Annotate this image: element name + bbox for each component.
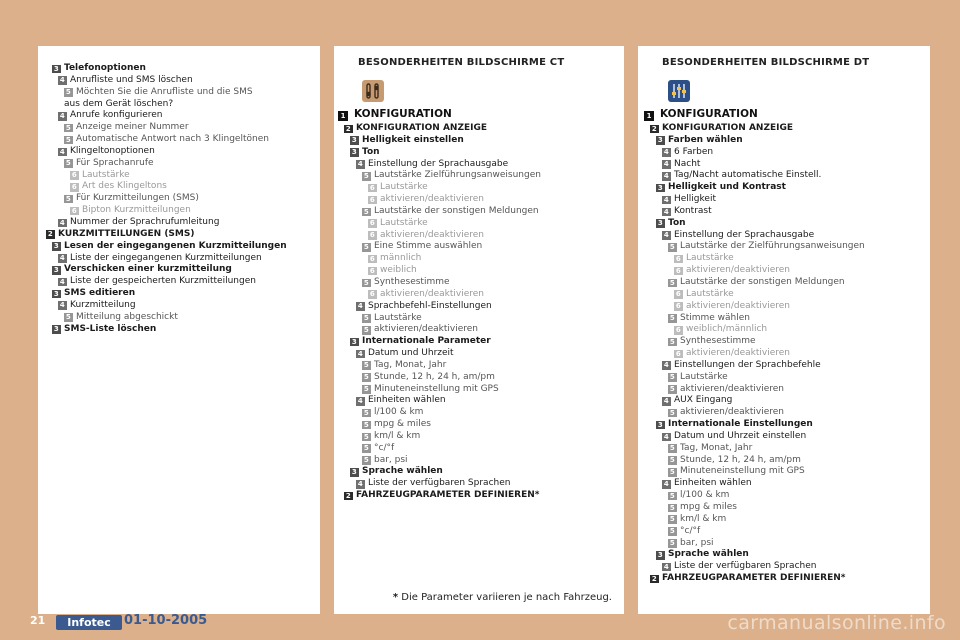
item-label: km/l & km <box>680 513 727 524</box>
item-label: Nummer der Sprachrufumleitung <box>70 216 220 227</box>
item-label: Tag, Monat, Jahr <box>680 442 753 453</box>
level-badge: 5 <box>669 503 675 512</box>
level-badge: 4 <box>59 111 65 120</box>
item-label: KURZMITTEILUNGEN (SMS) <box>58 228 195 239</box>
level-badge: 5 <box>669 539 675 548</box>
item-label: Telefonoptionen <box>64 63 146 73</box>
level-badge: 5 <box>669 515 675 524</box>
item-label: aktivieren/deaktivieren <box>680 407 785 418</box>
level-badge: 3 <box>657 136 663 145</box>
level-badge: 6 <box>71 171 77 180</box>
level-badge: 5 <box>669 243 675 252</box>
item-label: Datum und Uhrzeit einstellen <box>674 430 807 441</box>
level-badge: 6 <box>675 266 681 275</box>
level-badge: 3 <box>657 183 663 192</box>
item-label: Lautstärke Zielführungsanweisungen <box>374 170 541 181</box>
footnote-text <box>393 592 612 603</box>
level-badge: 5 <box>363 243 369 252</box>
item-label: Liste der verfügbaren Sprachen <box>674 561 817 572</box>
item-label: AUX Eingang <box>674 395 733 406</box>
item-label: Lautstärke der sonstigen Meldungen <box>374 205 539 216</box>
level-badge: 6 <box>675 254 681 263</box>
level-badge: 3 <box>53 265 59 274</box>
level-badge: 5 <box>669 385 675 394</box>
item-label: bar, psi <box>374 454 408 465</box>
item-label: KONFIGURATION <box>354 108 452 120</box>
level-badge: 5 <box>363 373 369 382</box>
level-badge: 2 <box>651 124 657 133</box>
level-badge: 2 <box>651 574 657 583</box>
level-badge: 4 <box>663 432 669 441</box>
item-label: Ton <box>668 217 686 228</box>
level-badge: 5 <box>363 361 369 370</box>
item-label: Anrufe konfigurieren <box>70 110 163 121</box>
item-label: Sprache wählen <box>362 466 443 477</box>
item-label: Nacht <box>674 158 701 169</box>
dt-panel <box>638 46 930 614</box>
level-badge: 4 <box>59 301 65 310</box>
item-label: SMS-Liste löschen <box>64 323 157 334</box>
level-badge: 5 <box>65 194 71 203</box>
item-label: Eine Stimme auswählen <box>374 241 483 252</box>
level-badge: 4 <box>59 147 65 156</box>
item-label: Anrufliste und SMS löschen <box>70 74 193 85</box>
level-badge: 5 <box>363 171 369 180</box>
level-badge: 3 <box>351 136 357 145</box>
item-label: KONFIGURATION <box>660 108 758 120</box>
level-badge: 4 <box>663 231 669 240</box>
level-badge: 4 <box>663 562 669 571</box>
level-badge: 3 <box>657 550 663 559</box>
item-label: Minuteneinstellung mit GPS <box>374 383 499 394</box>
item-label: Tag, Monat, Jahr <box>374 359 447 370</box>
level-badge: 4 <box>663 479 669 488</box>
item-label: Liste der verfügbaren Sprachen <box>368 478 511 489</box>
level-badge: 5 <box>363 432 369 441</box>
item-label: Tag/Nacht automatische Einstell. <box>674 170 822 181</box>
item-label: Lautstärke <box>680 371 728 382</box>
level-badge: 1 <box>644 111 654 121</box>
level-badge: 5 <box>669 314 675 323</box>
item-label: bar, psi <box>680 537 714 548</box>
item-label: Anzeige meiner Nummer <box>76 122 189 133</box>
item-label: weiblich <box>380 265 417 276</box>
item-label: °c/°f <box>374 442 395 453</box>
level-badge: 6 <box>369 195 375 204</box>
level-badge: 3 <box>53 325 59 334</box>
level-badge: 5 <box>669 468 675 477</box>
panel-title-ct: BESONDERHEITEN BILDSCHIRME CT <box>358 57 565 68</box>
level-badge: 3 <box>351 468 357 477</box>
level-badge: 4 <box>357 397 363 405</box>
level-badge: 5 <box>669 527 675 536</box>
item-label: Synthesestimme <box>374 276 450 287</box>
item-label: Mitteilung abgeschickt <box>76 311 178 322</box>
level-badge: 4 <box>59 254 65 263</box>
level-badge: 4 <box>663 207 669 216</box>
item-label: aktivieren/deaktivieren <box>686 300 791 311</box>
level-badge: 3 <box>351 148 357 157</box>
level-badge: 5 <box>363 408 369 417</box>
item-label: aktivieren/deaktivieren <box>686 348 791 359</box>
page-number: 21 <box>30 614 46 627</box>
item-label: Stunde, 12 h, 24 h, am/pm <box>680 454 801 465</box>
level-badge: 6 <box>369 290 375 299</box>
item-label: Farben wählen <box>668 134 743 145</box>
item-label: SMS editieren <box>64 288 136 299</box>
level-badge: 5 <box>65 135 71 144</box>
footnote-body: Die Parameter variieren je nach Fahrzeug. <box>401 592 612 603</box>
config-ct-glyph <box>362 80 384 102</box>
level-badge: 1 <box>338 111 348 121</box>
item-label: Internationale Parameter <box>362 336 491 347</box>
item-label: Einheiten wählen <box>368 395 446 406</box>
item-label: aktivieren/deaktivieren <box>686 265 791 276</box>
item-label: Möchten Sie die Anrufliste und die SMS <box>76 86 253 97</box>
item-label: Art des Klingeltons <box>82 181 167 192</box>
level-badge: 2 <box>345 124 351 133</box>
level-badge: 5 <box>65 159 71 168</box>
item-label: km/l & km <box>374 430 421 441</box>
level-badge: 5 <box>363 444 369 453</box>
item-label: Lautstärke <box>374 312 422 323</box>
left-panel <box>38 46 320 614</box>
item-label: männlich <box>380 253 422 264</box>
level-badge: 3 <box>657 420 663 429</box>
level-badge: 3 <box>657 219 663 228</box>
level-badge: 5 <box>363 278 369 287</box>
level-badge: 6 <box>675 290 681 299</box>
item-label: Internationale Einstellungen <box>668 419 813 430</box>
item-label: KONFIGURATION ANZEIGE <box>356 123 488 133</box>
item-label: Sprachbefehl-Einstellungen <box>368 300 492 311</box>
level-badge: 5 <box>669 444 675 453</box>
level-badge: 5 <box>65 88 71 97</box>
level-badge: 6 <box>369 266 375 275</box>
item-label: aktivieren/deaktivieren <box>380 194 485 205</box>
item-label: Minuteneinstellung mit GPS <box>680 466 805 477</box>
item-label: Stunde, 12 h, 24 h, am/pm <box>374 371 495 382</box>
level-badge: 2 <box>345 491 351 500</box>
level-badge: 5 <box>363 456 369 465</box>
item-label: Helligkeit <box>674 194 716 205</box>
level-badge: 5 <box>669 456 675 465</box>
item-label: °c/°f <box>680 525 701 536</box>
item-label: Lautstärke <box>686 288 734 299</box>
level-badge: 5 <box>363 314 369 323</box>
level-badge: 4 <box>59 277 65 286</box>
level-badge: 6 <box>71 206 77 215</box>
level-badge: 4 <box>357 479 363 488</box>
item-label: Lautstärke <box>380 217 428 228</box>
level-badge: 5 <box>363 420 369 429</box>
level-badge: 4 <box>357 349 363 358</box>
item-label: weiblich/männlich <box>686 324 768 335</box>
item-label: aus dem Gerät löschen? <box>64 98 174 109</box>
level-badge: 3 <box>53 64 59 73</box>
level-badge: 3 <box>53 242 59 251</box>
item-label: l/100 & km <box>680 490 730 501</box>
level-badge: 2 <box>47 230 53 239</box>
level-badge: 5 <box>669 373 675 382</box>
level-badge: 5 <box>669 408 675 417</box>
panel-title-dt: BESONDERHEITEN BILDSCHIRME DT <box>662 57 870 68</box>
footnote <box>334 588 624 608</box>
item-label: Helligkeit und Kontrast <box>668 182 786 193</box>
footnote-star: * <box>392 592 399 603</box>
item-label: Datum und Uhrzeit <box>368 348 454 359</box>
level-badge: 6 <box>369 254 375 263</box>
watermark: carmanualsonline.info <box>727 612 946 634</box>
item-label: Lesen der eingegangenen Kurzmitteilungen <box>64 240 287 251</box>
level-badge: 4 <box>357 160 363 169</box>
item-label: aktivieren/deaktivieren <box>680 383 785 394</box>
level-badge: 3 <box>53 289 59 298</box>
level-badge: 6 <box>369 183 375 192</box>
item-label: l/100 & km <box>374 407 424 418</box>
item-label: Kurzmitteilung <box>70 299 136 310</box>
item-label: Lautstärke <box>82 169 130 180</box>
level-badge: 5 <box>669 491 675 500</box>
level-badge: 5 <box>363 207 369 216</box>
level-badge: 5 <box>669 337 675 346</box>
level-badge: 6 <box>675 302 681 311</box>
level-badge: 4 <box>663 361 669 370</box>
item-label: mpg & miles <box>680 502 737 512</box>
item-label: Sprache wählen <box>668 549 749 560</box>
item-label: mpg & miles <box>374 419 431 430</box>
level-badge: 4 <box>663 148 669 157</box>
level-badge: 4 <box>357 302 363 311</box>
item-label: Stimme wählen <box>680 312 750 323</box>
item-label: aktivieren/deaktivieren <box>374 324 479 335</box>
item-label: Einstellung der Sprachausgabe <box>674 229 815 240</box>
item-label: Einstellung der Sprachausgabe <box>368 158 509 169</box>
level-badge: 4 <box>663 171 669 180</box>
item-label: 6 Farben <box>674 146 714 157</box>
infotec-logo: Infotec <box>56 615 122 630</box>
item-label: Einheiten wählen <box>674 478 752 489</box>
item-label: Ton <box>362 146 380 157</box>
item-label: Automatische Antwort nach 3 Klingeltönen <box>76 134 269 145</box>
level-badge: 6 <box>675 325 681 334</box>
level-badge: 6 <box>71 183 77 192</box>
item-label: aktivieren/deaktivieren <box>380 229 485 240</box>
level-badge: 5 <box>363 325 369 334</box>
item-label: aktivieren/deaktivieren <box>380 288 485 299</box>
config-dt-glyph <box>668 80 690 102</box>
item-label: Kontrast <box>674 205 712 216</box>
level-badge: 6 <box>369 219 375 228</box>
level-badge: 3 <box>351 337 357 346</box>
config-ct-icon <box>362 80 384 102</box>
level-badge: 5 <box>669 278 675 287</box>
item-label: Lautstärke der sonstigen Meldungen <box>680 276 845 287</box>
level-badge: 6 <box>675 349 681 358</box>
config-dt-icon <box>668 80 690 102</box>
item-label: Helligkeit einstellen <box>362 134 464 145</box>
item-label: Klingeltonoptionen <box>70 145 155 156</box>
item-label: Lautstärke <box>380 182 428 193</box>
item-label: FAHRZEUGPARAMETER DEFINIEREN* <box>356 490 540 501</box>
level-badge: 6 <box>369 231 375 240</box>
item-label: Liste der eingegangenen Kurzmitteilungen <box>70 252 262 263</box>
level-badge: 4 <box>59 218 65 227</box>
item-label: Verschicken einer kurzmitteilung <box>64 264 232 275</box>
item-label: Für Sprachanrufe <box>76 157 154 168</box>
item-label: Für Kurzmitteilungen (SMS) <box>76 193 199 204</box>
item-label: Einstellungen der Sprachbefehle <box>674 359 821 370</box>
level-badge: 4 <box>663 195 669 204</box>
level-badge: 4 <box>663 160 669 169</box>
item-label: FAHRZEUGPARAMETER DEFINIEREN* <box>662 573 846 584</box>
level-badge: 4 <box>59 76 65 85</box>
item-label: Lautstärke der Zielführungsanweisungen <box>680 241 865 252</box>
ct-panel <box>334 46 624 614</box>
item-label: Synthesestimme <box>680 336 756 347</box>
item-label: Lautstärke <box>686 253 734 264</box>
level-badge: 5 <box>65 313 71 322</box>
level-badge: 4 <box>663 397 669 405</box>
level-badge: 5 <box>363 385 369 394</box>
level-badge: 5 <box>65 123 71 132</box>
item-label: Bipton Kurzmitteilungen <box>82 205 191 216</box>
item-label: Liste der gespeicherten Kurzmitteilungen <box>70 276 256 287</box>
print-date: 01-10-2005 <box>124 613 208 628</box>
item-label: KONFIGURATION ANZEIGE <box>662 123 794 133</box>
